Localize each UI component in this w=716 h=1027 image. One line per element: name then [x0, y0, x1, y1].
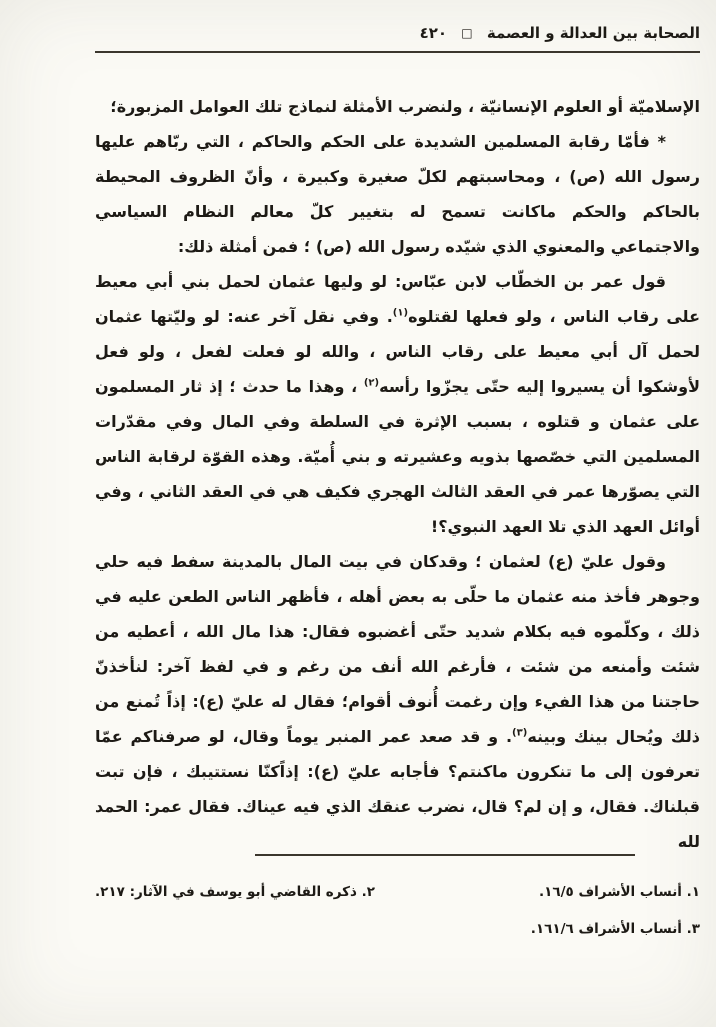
- footnote-3: ٣. أنساب الأشراف ١٦١/٦.: [530, 921, 700, 937]
- page-number: ٤٢٠: [419, 24, 448, 42]
- footnote-1: ١. أنساب الأشراف ١٦/٥.: [538, 884, 700, 900]
- body-paragraph-ali-quote: [95, 544, 700, 859]
- body-text-segment: . وفي نقل آخر عنه: لو وليّتها عثمان لحمل آل أبي معيط على رقاب الناس ، والله لو فعلت لفعل ، ولو فعل لأوشكوا أن يسيروا إليه حتّى يجزّوا رأسه: [95, 307, 700, 396]
- footnote-marker: (١): [392, 307, 409, 319]
- footnotes-left-column: [95, 874, 375, 911]
- footnotes-section: [95, 854, 700, 948]
- body-text-segment: قول عمر بن الخطّاب لابن عبّاس: لو وليها عثمان لحمل بني أبي معيط على رقاب الناس ، ولو فعلها لقتلوه: [95, 272, 701, 326]
- body-text-segment: . و قد صعد عمر المنبر يوماً وقال، لو صرفناكم عمّا تعرفون إلى ما تنكرون ماكنتم؟ فأجابه عليّ (ع): إذاًكنّا نستتيبك ، فإن تبت قبلناك. فقال، و إن لم؟ قال، نضرب عنقك الذي فيه عيناك. فقال عمر: الحمد لله: [95, 727, 700, 851]
- body-text-segment: وقول عليّ (ع) لعثمان ؛ وقدكان في بيت المال بالمدينة سفط فيه حلي وجوهر فأخذ منه عثمان ما حلّى به بعض أهله ، فأظهر الناس الطعن عليه في ذلك ، وكلّموه فيه بكلام شديد حتّى أغضبوه فقال: هذا مال الله ، أعطيه من شئت وأمنعه من شئت ، فأرغم الله أنف من رغم و في لفظ آخر: لنأخذنّ حاجتنا من هذا الفيء وإن رغمت أُنوف أقوام؛ فقال له عليّ (ع): إذاً تُمنع من ذلك ويُحال بينك وبينه: [95, 552, 701, 746]
- body-text-segment: الإسلاميّة أو العلوم الإنسانيّة ، ولنضرب الأمثلة لنماذج تلك العوامل المزبورة؛: [110, 97, 700, 116]
- footnote-marker: (٢): [363, 377, 380, 389]
- footnote-marker: (٣): [512, 727, 528, 739]
- header-rule-divider: [95, 51, 700, 53]
- page-body: [95, 89, 700, 859]
- body-paragraph-oversight: [95, 124, 700, 264]
- footnotes-right-column: [531, 874, 700, 948]
- body-text-segment: * فأمّا رقابة المسلمين الشديدة على الحكم والحاكم ، التي ربّاهم عليها رسول الله (ص) ، ومحاسبتهم لكلّ صغيرة وكبيرة ، وأنّ الظروف المحيطة بالحاكم والحكم ماكانت تسمح له بتغيير كلّ معالم النظام السياسي والاجتماعي والمعنوي الذي شيّده رسول الله (ص) ؛ فمن أمثلة ذلك:: [95, 132, 700, 256]
- body-text-segment: ، وهذا ما حدث ؛ إذ ثار المسلمون على عثمان و قتلوه ، بسبب الإثرة في السلطة وفي المال وفي مقدّرات المسلمين التي خصّصها بذويه وعشيرته و بني أُميّة. وهذه القوّة لرقابة الناس التي يصوّرها عمر في العقد الثالث الهجري فكيف هي في العقد الثاني ، وفي أوائل العهد الذي تلا العهد النبوي؟!: [95, 377, 700, 536]
- page-header: [95, 24, 700, 53]
- footnote-2: ٢. ذكره القاضي أبو يوسف في الآثار: ٢١٧.: [95, 884, 376, 900]
- body-paragraph-continuation: [95, 89, 700, 124]
- footnote-separator-rule: [255, 854, 635, 856]
- book-title: الصحابة بين العدالة و العصمة: [486, 24, 700, 42]
- running-head: [95, 24, 700, 42]
- square-bullet-icon: □: [461, 26, 473, 40]
- footnote-columns: [95, 874, 700, 948]
- body-paragraph-umar-quote: [95, 264, 700, 544]
